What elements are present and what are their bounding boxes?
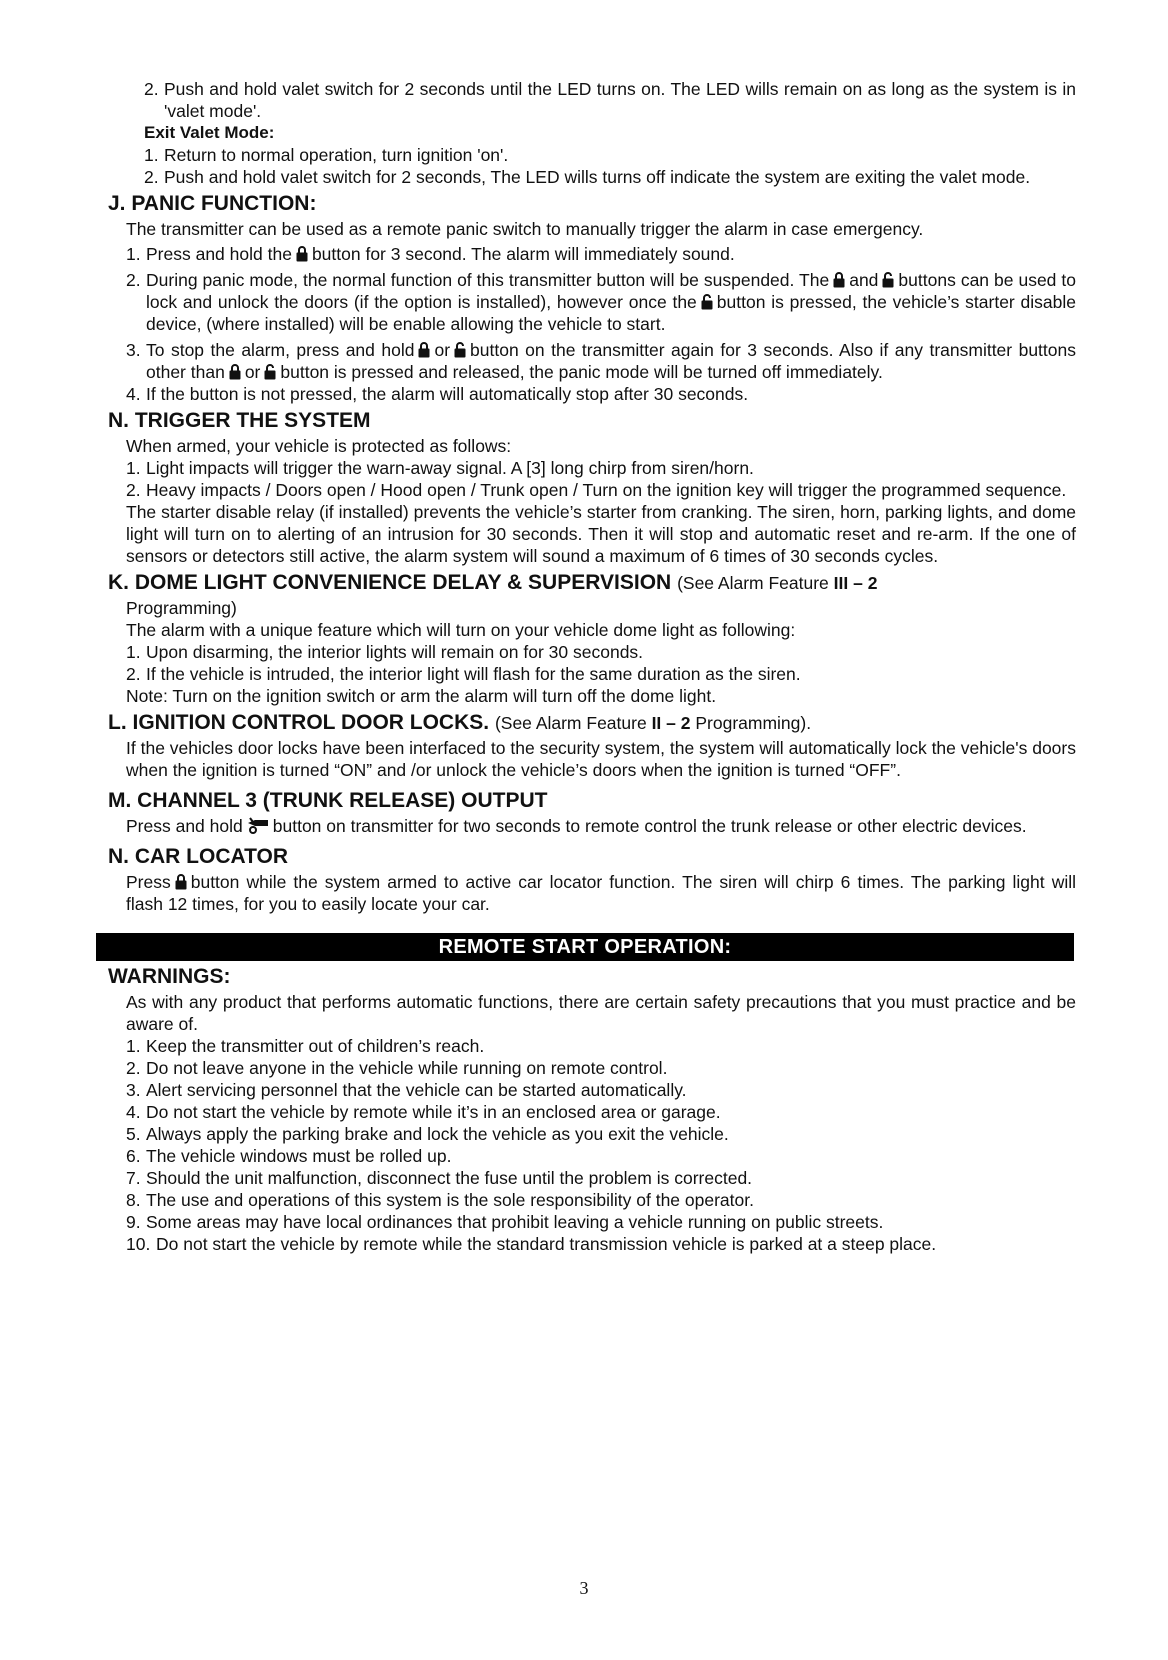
dome-item-2 — [126, 663, 1076, 685]
warnings-intro: As with any product that performs automatic functions, there are certain safety precautions that you must practice and be aware of. — [126, 992, 1076, 1034]
lock-icon — [229, 363, 241, 380]
item-number: 1. — [126, 642, 141, 662]
item-text: or — [244, 362, 261, 382]
item-number: 3. — [126, 340, 141, 360]
valet-item-2 — [144, 78, 1076, 122]
page-number: 3 — [579, 1578, 589, 1598]
trunk-icon — [247, 817, 269, 834]
exit-item-2 — [144, 166, 1076, 188]
item-text: Keep the transmitter out of children’s reach. — [146, 1036, 485, 1056]
note-text: (See Alarm Feature — [677, 573, 829, 593]
item-text: button is pressed and released, the panic mode will be turned off immediately. — [280, 362, 883, 382]
channel3-heading: M. CHANNEL 3 (TRUNK RELEASE) OUTPUT — [108, 789, 548, 812]
dome-note-continued: Programming) — [126, 598, 237, 618]
trigger-intro: When armed, your vehicle is protected as follows: — [126, 436, 512, 456]
list-item — [126, 1167, 1076, 1189]
item-text: Do not start the vehicle by remote while the standard transmission vehicle is parked at a steep place. — [156, 1234, 937, 1254]
locator-body — [126, 871, 1076, 915]
item-number: 2. — [126, 480, 141, 500]
item-text: Do not leave anyone in the vehicle while running on remote control. — [146, 1058, 668, 1078]
list-item — [126, 1079, 1076, 1101]
ignition-body: If the vehicles door locks have been interfaced to the security system, the system will automatically lock the vehicle's doors when the ignition is turned “ON” and /or unlock the vehicle’s doors when the ignition is turned “OFF”. — [126, 738, 1076, 780]
item-text: Press and hold the — [146, 244, 292, 264]
list-item — [126, 1233, 1076, 1255]
item-number: 2. — [144, 79, 159, 99]
unlock-icon — [454, 341, 466, 358]
warnings-list — [108, 1035, 1076, 1255]
list-item — [126, 1189, 1076, 1211]
list-item — [126, 1057, 1076, 1079]
item-number: 4. — [126, 1102, 141, 1122]
panic-item-4 — [126, 383, 1076, 405]
item-number: 9. — [126, 1212, 141, 1232]
item-text: To stop the alarm, press and hold — [146, 340, 415, 360]
item-text: buttons can be used to lock and unlock the doors (if the option is installed), however once the — [146, 270, 1077, 312]
body-text: Press and hold — [126, 816, 243, 836]
item-number: 2. — [144, 167, 159, 187]
item-text: If the vehicle is intruded, the interior light will flash for the same duration as the siren. — [146, 664, 801, 684]
item-number: 10. — [126, 1234, 151, 1254]
item-text: During panic mode, the normal function of this transmitter button will be suspended. The — [146, 270, 830, 290]
item-text: The vehicle windows must be rolled up. — [146, 1146, 452, 1166]
list-item — [126, 1123, 1076, 1145]
item-text: button for 3 second. The alarm will immediately sound. — [311, 244, 735, 264]
trigger-item-2 — [126, 479, 1076, 501]
item-number: 2. — [126, 270, 141, 290]
item-text: Push and hold valet switch for 2 seconds until the LED turns on. The LED wills remain on as long as the system is in 'valet mode'. — [164, 79, 1076, 121]
lock-icon — [175, 873, 187, 890]
remote-start-banner: REMOTE START OPERATION: — [96, 933, 1074, 961]
item-number: 1. — [126, 244, 141, 264]
ignition-heading-text: L. IGNITION CONTROL DOOR LOCKS. — [108, 711, 490, 734]
item-number: 2. — [126, 1058, 141, 1078]
item-text: If the button is not pressed, the alarm will automatically stop after 30 seconds. — [146, 384, 749, 404]
list-item — [126, 1211, 1076, 1233]
note-bold: II – 2 — [651, 713, 691, 733]
item-number: 4. — [126, 384, 141, 404]
note-bold: III – 2 — [833, 573, 878, 593]
ignition-heading-note — [495, 713, 811, 733]
item-text: The use and operations of this system is the sole responsibility of the operator. — [146, 1190, 754, 1210]
item-text: and — [849, 270, 879, 290]
dome-note: Note: Turn on the ignition switch or arm the alarm will turn off the dome light. — [126, 686, 717, 706]
list-item — [126, 1101, 1076, 1123]
item-text: Heavy impacts / Doors open / Hood open / Trunk open / Turn on the ignition key will trigger the programmed sequence. — [146, 480, 1067, 500]
dome-heading-text: K. DOME LIGHT CONVENIENCE DELAY & SUPERVISION — [108, 571, 672, 594]
body-text: Press — [126, 872, 171, 892]
note-text: (See Alarm Feature — [494, 713, 647, 733]
item-text: Do not start the vehicle by remote while it’s in an enclosed area or garage. — [146, 1102, 721, 1122]
panic-item-3 — [126, 339, 1076, 383]
trigger-heading: N. TRIGGER THE SYSTEM — [108, 409, 371, 432]
dome-intro: The alarm with a unique feature which will turn on your vehicle dome light as following: — [126, 620, 796, 640]
item-text: Return to normal operation, turn ignition 'on'. — [164, 145, 509, 165]
unlock-icon — [701, 293, 713, 310]
item-number: 6. — [126, 1146, 141, 1166]
page-content — [108, 78, 1076, 1255]
body-text: button on transmitter for two seconds to remote control the trunk release or other electric devices. — [272, 816, 1027, 836]
dome-heading-note — [677, 573, 877, 593]
lock-icon — [296, 245, 308, 262]
item-text: Always apply the parking brake and lock the vehicle as you exit the vehicle. — [146, 1124, 729, 1144]
channel3-body — [126, 815, 1076, 837]
unlock-icon — [264, 363, 276, 380]
ignition-heading — [108, 709, 1076, 737]
panic-item-1 — [126, 243, 1076, 265]
lock-icon — [418, 341, 430, 358]
unlock-icon — [882, 271, 894, 288]
item-number: 7. — [126, 1168, 141, 1188]
item-text: button on the transmitter again for 3 seconds. Also if any transmitter buttons other than — [146, 340, 1076, 382]
dome-item-1 — [126, 641, 1076, 663]
panic-heading: J. PANIC FUNCTION: — [108, 192, 317, 215]
item-text: or — [434, 340, 451, 360]
list-item — [126, 1035, 1076, 1057]
item-text: Light impacts will trigger the warn-away signal. A [3] long chirp from siren/horn. — [146, 458, 754, 478]
item-text: Should the unit malfunction, disconnect the fuse until the problem is corrected. — [146, 1168, 753, 1188]
item-text: Upon disarming, the interior lights will remain on for 30 seconds. — [146, 642, 644, 662]
dome-heading — [108, 569, 1076, 597]
locator-heading: N. CAR LOCATOR — [108, 845, 289, 868]
item-text: Some areas may have local ordinances that prohibit leaving a vehicle running on public streets. — [146, 1212, 884, 1232]
item-number: 3. — [126, 1080, 141, 1100]
item-text: Push and hold valet switch for 2 seconds, The LED wills turns off indicate the system are exiting the valet mode. — [164, 167, 1031, 187]
lock-icon — [833, 271, 845, 288]
panic-item-2 — [126, 269, 1076, 335]
exit-valet-heading: Exit Valet Mode: — [144, 123, 275, 142]
note-text: Programming). — [695, 713, 812, 733]
warnings-heading: WARNINGS: — [108, 965, 231, 988]
item-text: Alert servicing personnel that the vehicle can be started automatically. — [146, 1080, 687, 1100]
item-number: 8. — [126, 1190, 141, 1210]
item-number: 1. — [144, 145, 159, 165]
item-number: 5. — [126, 1124, 141, 1144]
item-number: 1. — [126, 458, 141, 478]
item-text: button is pressed, the vehicle’s starter disable device, (where installed) will be enable allowing the vehicle to start. — [146, 292, 1076, 334]
trigger-item-1 — [126, 457, 1076, 479]
trigger-body: The starter disable relay (if installed) prevents the vehicle’s starter from cranking. The siren, horn, parking lights, and dome light will turn on to alerting of an intrusion for 30 seconds. Then it will stop and automatic reset and re-arm. If the one of sensors or detectors still active, the alarm system will sound a maximum of 6 times of 30 seconds cycles. — [126, 502, 1076, 566]
exit-item-1 — [144, 144, 1076, 166]
list-item — [126, 1145, 1076, 1167]
item-number: 2. — [126, 664, 141, 684]
panic-intro: The transmitter can be used as a remote panic switch to manually trigger the alarm in case emergency. — [126, 219, 924, 239]
body-text: button while the system armed to active car locator function. The siren will chirp 6 times. The parking light will flash 12 times, for you to easily locate your car. — [126, 872, 1076, 914]
item-number: 1. — [126, 1036, 141, 1056]
